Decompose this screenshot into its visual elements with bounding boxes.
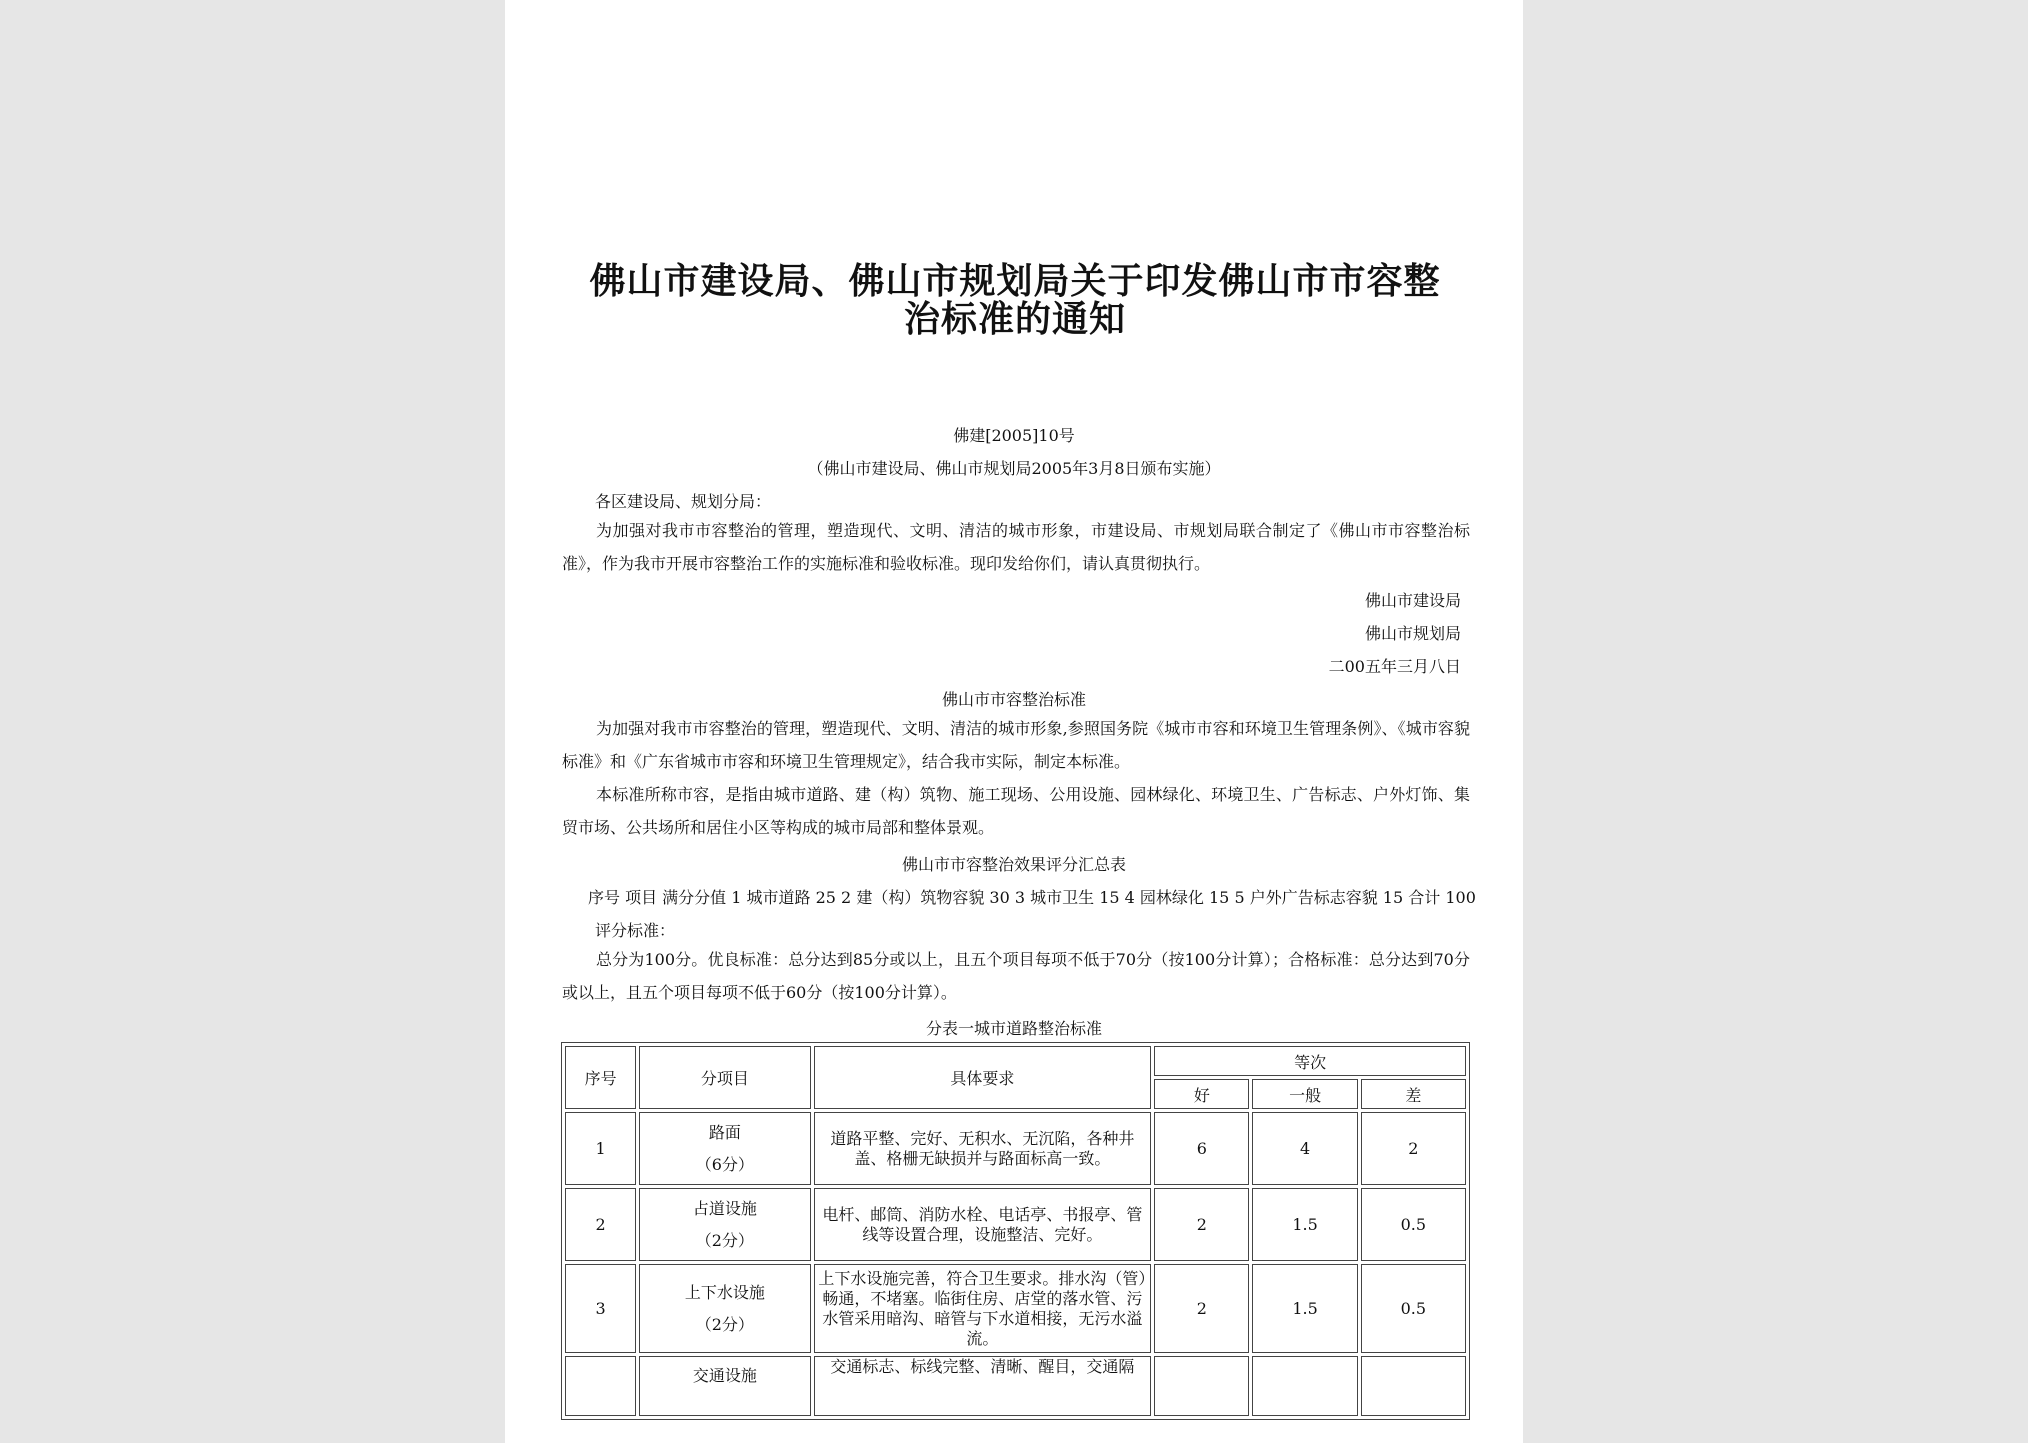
row-requirements: 上下水设施完善，符合卫生要求。排水沟（管）畅通，不堵塞。临街住房、店堂的落水管、污水管采用暗沟、暗管与下水道相接，无污水溢流。 — [814, 1264, 1152, 1353]
addressee: 各区建设局、规划分局： — [595, 492, 772, 511]
summary-title: 佛山市市容整治效果评分汇总表 — [901, 855, 1126, 874]
row-item-points: （2分） — [695, 1230, 754, 1250]
row-item-name: 占道设施 — [692, 1198, 757, 1218]
row-item-points: （6分） — [695, 1154, 754, 1174]
row-normal: 1.5 — [1252, 1188, 1357, 1261]
scoring-label: 评分标准： — [595, 921, 676, 940]
header-good: 好 — [1154, 1079, 1249, 1109]
header-grade: 等次 — [1154, 1046, 1466, 1076]
row-requirements: 道路平整、完好、无积水、无沉陷，各种井盖、格栅无缺损并与路面标高一致。 — [814, 1112, 1152, 1185]
table-row — [565, 1188, 1466, 1261]
issue-note: （佛山市建设局、佛山市规划局2005年3月8日颁布实施） — [807, 459, 1221, 478]
table-header-row — [565, 1046, 1466, 1076]
row-requirements: 交通标志、标线完整、清晰、醒目，交通隔 — [814, 1356, 1152, 1416]
row-item-points: （2分） — [695, 1314, 754, 1334]
row-item-name: 上下水设施 — [684, 1282, 765, 1302]
standard-scope: 本标准所称市容，是指由城市道路、建（构）筑物、施工现场、公用设施、园林绿化、环境卫生、广告标志、户外灯饰、集贸市场、公共场所和居住小区等构成的城市局部和整体景观。 — [562, 785, 1470, 837]
row-bad: 0.5 — [1361, 1264, 1466, 1353]
row-requirements: 电杆、邮筒、消防水栓、电话亭、书报亭、管线等设置合理，设施整洁、完好。 — [814, 1188, 1152, 1261]
title-line-2: 治标准的通知 — [903, 298, 1126, 340]
row-item — [639, 1188, 810, 1261]
table-row — [565, 1264, 1466, 1353]
row-good: 6 — [1154, 1112, 1249, 1185]
standard-intro: 为加强对我市市容整治的管理，塑造现代、文明、清洁的城市形象,参照国务院《城市市容和环境卫生管理条例》、《城市容貌标准》和《广东省城市市容和环境卫生管理规定》，结合我市实际，制定本标准。 — [562, 719, 1470, 771]
notice-body: 为加强对我市市容整治的管理，塑造现代、文明、清洁的城市形象，市建设局、市规划局联合制定了《佛山市市容整治标准》，作为我市开展市容整治工作的实施标准和验收标准。现印发给你们，请认真贯彻执行。 — [562, 521, 1470, 573]
signature-planning: 佛山市规划局 — [1364, 624, 1461, 643]
row-item — [639, 1112, 810, 1185]
document-page — [505, 0, 1523, 1443]
row-bad — [1361, 1356, 1466, 1416]
row-good: 2 — [1154, 1188, 1249, 1261]
row-good — [1154, 1356, 1249, 1416]
row-normal: 4 — [1252, 1112, 1357, 1185]
header-no: 序号 — [565, 1046, 636, 1109]
table-row — [565, 1356, 1466, 1416]
row-no: 2 — [565, 1188, 636, 1261]
road-standard-table — [561, 1042, 1470, 1420]
sign-date: 二00五年三月八日 — [1328, 657, 1461, 676]
summary-line: 序号 项目 满分分值 1 城市道路 25 2 建（构）筑物容貌 30 3 城市卫生 15 4 园林绿化 15 5 户外广告标志容貌 15 合计 100 — [588, 888, 1476, 907]
document-number: 佛建[2005]10号 — [953, 426, 1075, 445]
row-good: 2 — [1154, 1264, 1249, 1353]
row-no — [565, 1356, 636, 1416]
row-bad: 0.5 — [1361, 1188, 1466, 1261]
header-item: 分项目 — [639, 1046, 810, 1109]
scoring-criteria: 总分为100分。优良标准：总分达到85分或以上，且五个项目每项不低于70分（按100分计算）；合格标准：总分达到70分或以上，且五个项目每项不低于60分（按100分计算）。 — [562, 950, 1470, 1002]
row-bad: 2 — [1361, 1112, 1466, 1185]
row-item-name: 路面 — [708, 1122, 741, 1142]
table-row — [565, 1112, 1466, 1185]
row-item — [639, 1356, 810, 1416]
header-bad: 差 — [1361, 1079, 1466, 1109]
document-title — [575, 262, 1455, 338]
table-title: 分表一城市道路整治标准 — [925, 1019, 1102, 1038]
signature-construction: 佛山市建设局 — [1364, 591, 1461, 610]
header-normal: 一般 — [1252, 1079, 1357, 1109]
row-normal — [1252, 1356, 1357, 1416]
standard-title: 佛山市市容整治标准 — [941, 690, 1086, 709]
title-line-1: 佛山市建设局、佛山市规划局关于印发佛山市市容整 — [589, 260, 1441, 302]
row-item — [639, 1264, 810, 1353]
row-item-name: 交通设施 — [692, 1366, 757, 1385]
row-normal: 1.5 — [1252, 1264, 1357, 1353]
row-no: 3 — [565, 1264, 636, 1353]
header-requirements: 具体要求 — [814, 1046, 1152, 1109]
row-no: 1 — [565, 1112, 636, 1185]
